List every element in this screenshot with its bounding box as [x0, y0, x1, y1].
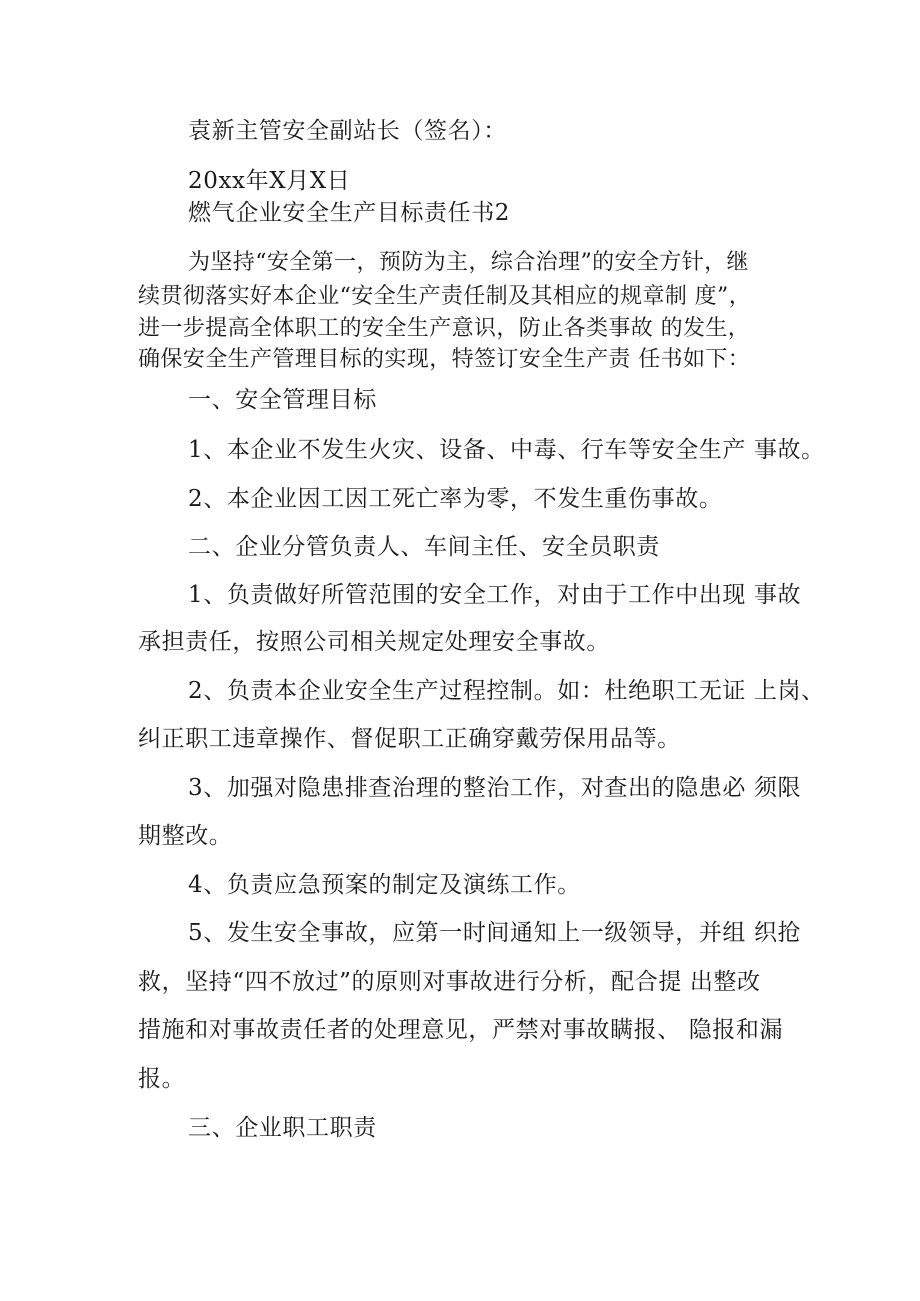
list-item: 1、负责做好所管范围的安全工作，对由于工作中出现 事故 [188, 582, 802, 608]
intro-line: 进一步提高全体职工的安全生产意识，防止各类事故 的发生， [138, 316, 751, 341]
list-item-continuation: 承担责任，按照公司相关规定处理安全事故。 [138, 629, 610, 655]
intro-line: 确保安全生产管理目标的实现，特签订安全生产责 任书如下： [138, 347, 751, 372]
list-item: 5、发生安全事故，应第一时间通知上一级领导，并组 织抢 [188, 920, 802, 946]
list-item: 1、本企业不发生火灾、设备、中毒、行车等安全生产 事故。 [188, 437, 825, 463]
list-item-continuation: 救，坚持“四不放过”的原则对事故进行分析，配合提 出整改 [138, 969, 761, 995]
intro-line: 续贯彻落实好本企业“安全生产责任制及其相应的规章制 度”， [138, 284, 752, 309]
list-item: 2、负责本企业安全生产过程控制。如：杜绝职工无证 上岗、 [188, 678, 825, 704]
document-title: 燃气企业安全生产目标责任书2 [188, 200, 511, 226]
list-item: 2、本企业因工因工死亡率为零，不发生重伤事故。 [188, 486, 723, 512]
list-item-continuation: 措施和对事故责任者的处理意见，严禁对事故瞒报、 隐报和漏 [138, 1017, 784, 1043]
section-heading: 一、安全管理目标 [188, 387, 377, 413]
signature-line: 袁新主管安全副站长（签名）： [188, 118, 507, 144]
list-item: 3、加强对隐患排查治理的整治工作，对查出的隐患必 须限 [188, 775, 802, 801]
section-heading: 二、企业分管负责人、车间主任、安全员职责 [188, 534, 660, 560]
list-item-continuation: 期整改。 [138, 823, 233, 849]
intro-line: 为坚持“安全第一，预防为主，综合治理”的安全方针，继 [188, 250, 749, 275]
document-date: 20xx年X月X日 [188, 168, 351, 194]
list-item: 4、负责应急预案的制定及演练工作。 [188, 872, 581, 898]
list-item-continuation: 纠正职工违章操作、督促职工正确穿戴劳保用品等。 [138, 726, 681, 752]
section-heading: 三、企业职工职责 [188, 1115, 377, 1141]
list-item-continuation: 报。 [138, 1066, 186, 1092]
